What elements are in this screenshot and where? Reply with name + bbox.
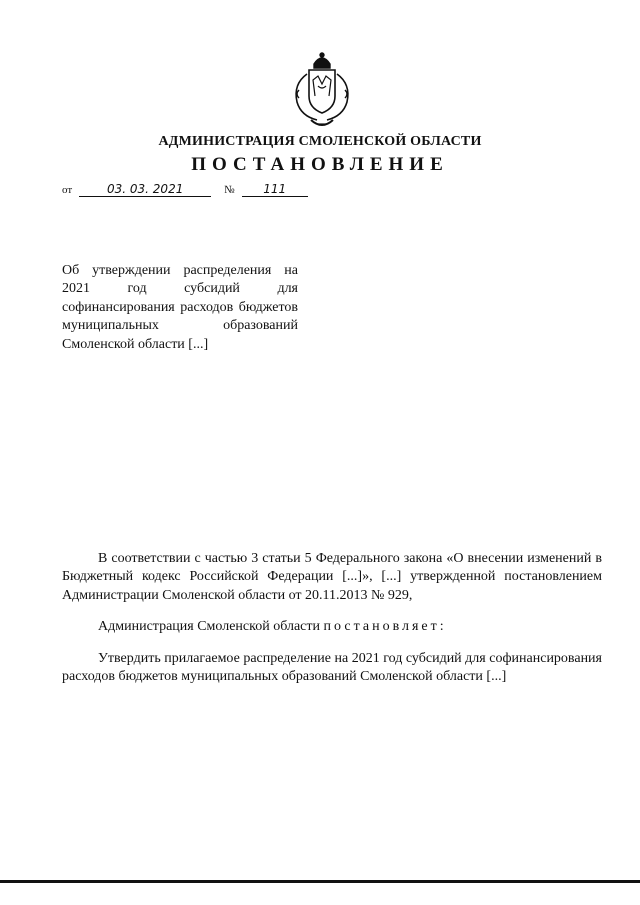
resolve-prefix: Администрация Смоленской области xyxy=(98,619,321,635)
item-paragraph: Утвердить прилагаемое распределение на 2021 год субсидий для софинансирования расходов бюджетов муниципальных образований Смоленской области [...] xyxy=(62,650,602,685)
resolve-word: постановляет: xyxy=(323,619,447,635)
document-number: 111 xyxy=(242,182,308,197)
organization-name: АДМИНИСТРАЦИЯ СМОЛЕНСКОЙ ОБЛАСТИ xyxy=(158,134,482,149)
document-type: ПОСТАНОВЛЕНИЕ xyxy=(191,154,449,175)
document-body xyxy=(62,550,602,686)
page-bottom-rule xyxy=(0,880,640,883)
resolve-paragraph xyxy=(62,618,602,636)
coat-of-arms-icon xyxy=(287,50,357,132)
number-label: № xyxy=(224,184,235,196)
document-meta xyxy=(62,182,308,197)
date-label: от xyxy=(62,184,73,196)
document-date: 03. 03. 2021 xyxy=(79,182,211,197)
preamble-paragraph: В соответствии с частью 3 статьи 5 Федерального закона «О внесении изменений в Бюджетный кодекс Российской Федерации [...]», [...] утвержденной постановлением Администрации Смоленской области от 20.11.2013 № 929, xyxy=(62,551,602,603)
document-subject: Об утверждении распределения на 2021 год субсидий для софинансирования расходов бюджетов муниципальных образований Смоленской области [...] xyxy=(62,263,298,352)
